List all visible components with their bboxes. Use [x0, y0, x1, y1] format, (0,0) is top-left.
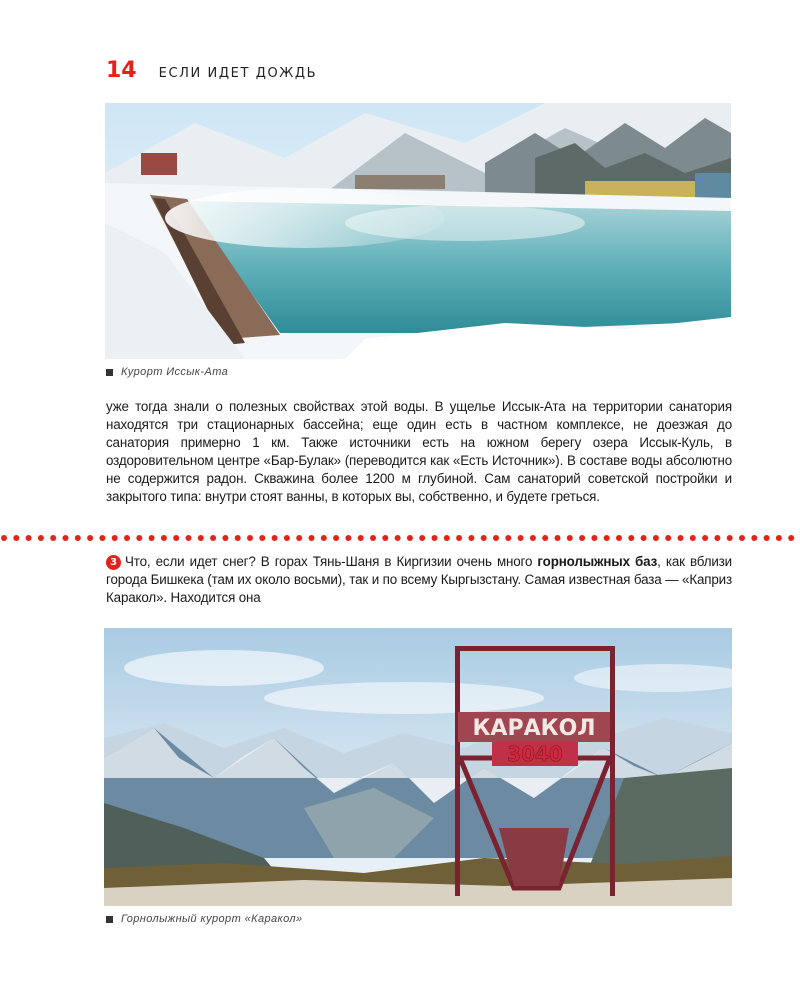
divider-dot [641, 535, 647, 541]
paragraph-text: Что, если идет снег? В горах Тянь-Шаня в Киргизии очень много [125, 554, 538, 569]
divider-dot [13, 535, 19, 541]
divider-dot [493, 535, 499, 541]
caption-text: Горнолыжный курорт «Каракол» [121, 913, 303, 925]
divider-dot [370, 535, 376, 541]
divider-dot [63, 535, 69, 541]
divider-dot [653, 535, 659, 541]
divider-dot [173, 535, 179, 541]
divider-dot [714, 535, 720, 541]
caption-bullet-icon [106, 369, 113, 376]
divider-dot [395, 535, 401, 541]
divider-dot [468, 535, 474, 541]
divider-dot [235, 535, 241, 541]
divider-dot [296, 535, 302, 541]
divider-dot [309, 535, 315, 541]
running-header [106, 58, 317, 84]
divider-dot [555, 535, 561, 541]
body-paragraph [106, 398, 732, 506]
divider-dot [481, 535, 487, 541]
paragraph-text-continued: , как вблизи города Бишкека (там их около восьми), так и по всему Кыргызстану. Самая известная база — «Каприз Каракол». Находится она [106, 554, 733, 605]
divider-dot [616, 535, 622, 541]
divider-dot [186, 535, 192, 541]
divider-dot [75, 535, 81, 541]
divider-dot [112, 535, 118, 541]
paragraph-text: уже тогда знали о полезных свойствах этой воды. В ущелье Иссык-Ата на территории санатория находятся три стационарных бассейна; еще один есть в частном комплексе, не доезжая до санатория примерно 1 км. Также источники есть на южном берегу озера Иссык-Куль, в оздоровительном центре «Бар-Булак» (переводится как «Есть Источник»). В составе воды абсолютно не содержится радон. Скважина более 1200 м глубиной. Сам санаторий советской постройки и закрытого типа: внутри стоят ванны, в которых вы, собственно, и будете греться. [106, 399, 732, 504]
divider-dot [87, 535, 93, 541]
page-number: 14 [106, 58, 137, 83]
divider-dot [198, 535, 204, 541]
divider-dot [530, 535, 536, 541]
divider-dot [407, 535, 413, 541]
sign-altitude: 3040 [507, 742, 563, 766]
divider-dot [542, 535, 548, 541]
divider-dot [272, 535, 278, 541]
divider-dot [259, 535, 265, 541]
caption-text: Курорт Иссык-Ата [121, 366, 229, 378]
divider-dot [456, 535, 462, 541]
hot-spring-photo [105, 103, 731, 359]
divider-dot [50, 535, 56, 541]
divider-dot [222, 535, 228, 541]
divider-dot [149, 535, 155, 541]
photo-caption [106, 913, 303, 925]
photo-caption [106, 366, 228, 378]
divider-dot [690, 535, 696, 541]
divider-dot [432, 535, 438, 541]
divider-dot [99, 535, 105, 541]
divider-dot [751, 535, 757, 541]
divider-dot [505, 535, 511, 541]
divider-dot [358, 535, 364, 541]
divider-dot [788, 535, 794, 541]
karakol-photo [104, 628, 732, 906]
body-paragraph [106, 553, 732, 607]
divider-dot [345, 535, 351, 541]
divider-dot [739, 535, 745, 541]
divider-dot [727, 535, 733, 541]
divider-dot [247, 535, 253, 541]
divider-dot [665, 535, 671, 541]
divider-dot [628, 535, 634, 541]
divider-dot [444, 535, 450, 541]
caption-bullet-icon [106, 916, 113, 923]
section-divider-dots [0, 533, 800, 543]
bold-term: горнолыжных баз [537, 554, 658, 569]
divider-dot [382, 535, 388, 541]
divider-dot [161, 535, 167, 541]
section-title: ЕСЛИ ИДЕТ ДОЖДЬ [158, 66, 318, 81]
divider-dot [678, 535, 684, 541]
divider-dot [1, 535, 7, 541]
divider-dot [284, 535, 290, 541]
divider-dot [591, 535, 597, 541]
sign-text: КАРАКОЛ [472, 716, 596, 741]
divider-dot [764, 535, 770, 541]
divider-dot [702, 535, 708, 541]
divider-dot [518, 535, 524, 541]
divider-dot [210, 535, 216, 541]
divider-dot [579, 535, 585, 541]
divider-dot [776, 535, 782, 541]
divider-dot [136, 535, 142, 541]
divider-dot [321, 535, 327, 541]
divider-dot [124, 535, 130, 541]
divider-dot [26, 535, 32, 541]
divider-dot [567, 535, 573, 541]
divider-dot [604, 535, 610, 541]
divider-dot [38, 535, 44, 541]
divider-dot [419, 535, 425, 541]
divider-dot [333, 535, 339, 541]
item-number-badge: 3 [106, 555, 121, 570]
